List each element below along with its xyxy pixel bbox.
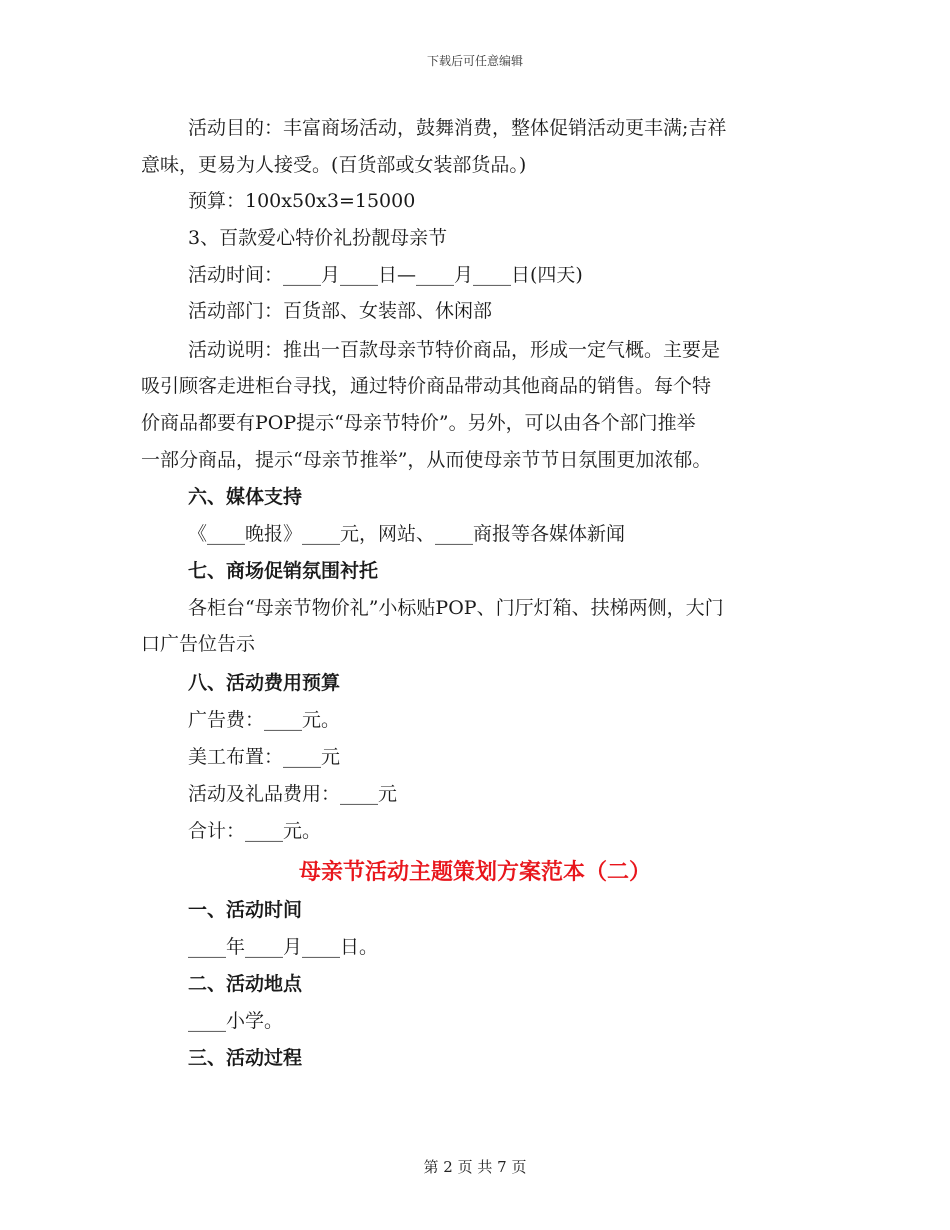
paragraph-line: 口广告位告示: [141, 633, 256, 655]
paragraph-line: 《____晚报》____元，网站、____商报等各媒体新闻: [188, 523, 626, 545]
paragraph-line: 意味，更易为人接受。(百货部或女装部货品。): [141, 154, 527, 176]
page-footer: 第 2 页 共 7 页: [423, 1158, 527, 1176]
section-heading: 八、活动费用预算: [188, 672, 341, 694]
paragraph-line: 一部分商品，提示“母亲节推举”，从而使母亲节节日氛围更加浓郁。: [141, 449, 712, 471]
paragraph-line: 预算：100x50x3=15000: [188, 190, 416, 212]
paragraph-line: 活动及礼品费用：____元: [188, 783, 398, 805]
paragraph-line: 各柜台“母亲节物价礼”小标贴POP、门厅灯箱、扶梯两侧，大门: [188, 597, 724, 619]
paragraph-line: 合计：____元。: [188, 820, 322, 842]
paragraph-line: 活动说明：推出一百款母亲节特价商品，形成一定气概。主要是: [188, 339, 721, 361]
paragraph-line: 活动部门：百货部、女装部、休闲部: [188, 300, 493, 322]
document-title: 母亲节活动主题策划方案范本（二）: [298, 859, 651, 885]
subheading: 3、百款爱心特价礼扮靓母亲节: [188, 227, 448, 249]
page-header: 下载后可任意编辑: [426, 54, 523, 68]
section-heading: 三、活动过程: [188, 1047, 303, 1069]
paragraph-line: ____年____月____日。: [188, 936, 379, 958]
section-heading: 六、媒体支持: [188, 486, 303, 508]
paragraph-line: ____小学。: [188, 1010, 284, 1032]
paragraph-line: 广告费：____元。: [188, 709, 341, 731]
section-heading: 二、活动地点: [188, 973, 303, 995]
paragraph-line: 活动目的：丰富商场活动，鼓舞消费，整体促销活动更丰满;吉祥: [188, 117, 727, 139]
section-heading: 七、商场促销氛围衬托: [188, 560, 379, 582]
paragraph-line: 美工布置：____元: [188, 746, 341, 768]
paragraph-line: 价商品都要有POP提示“母亲节特价”。另外，可以由各个部门推举: [141, 412, 696, 434]
section-heading: 一、活动时间: [188, 899, 303, 921]
paragraph-line: 活动时间：____月____日—____月____日(四天): [188, 264, 583, 286]
paragraph-line: 吸引顾客走进柜台寻找，通过特价商品带动其他商品的销售。每个特: [141, 375, 712, 397]
